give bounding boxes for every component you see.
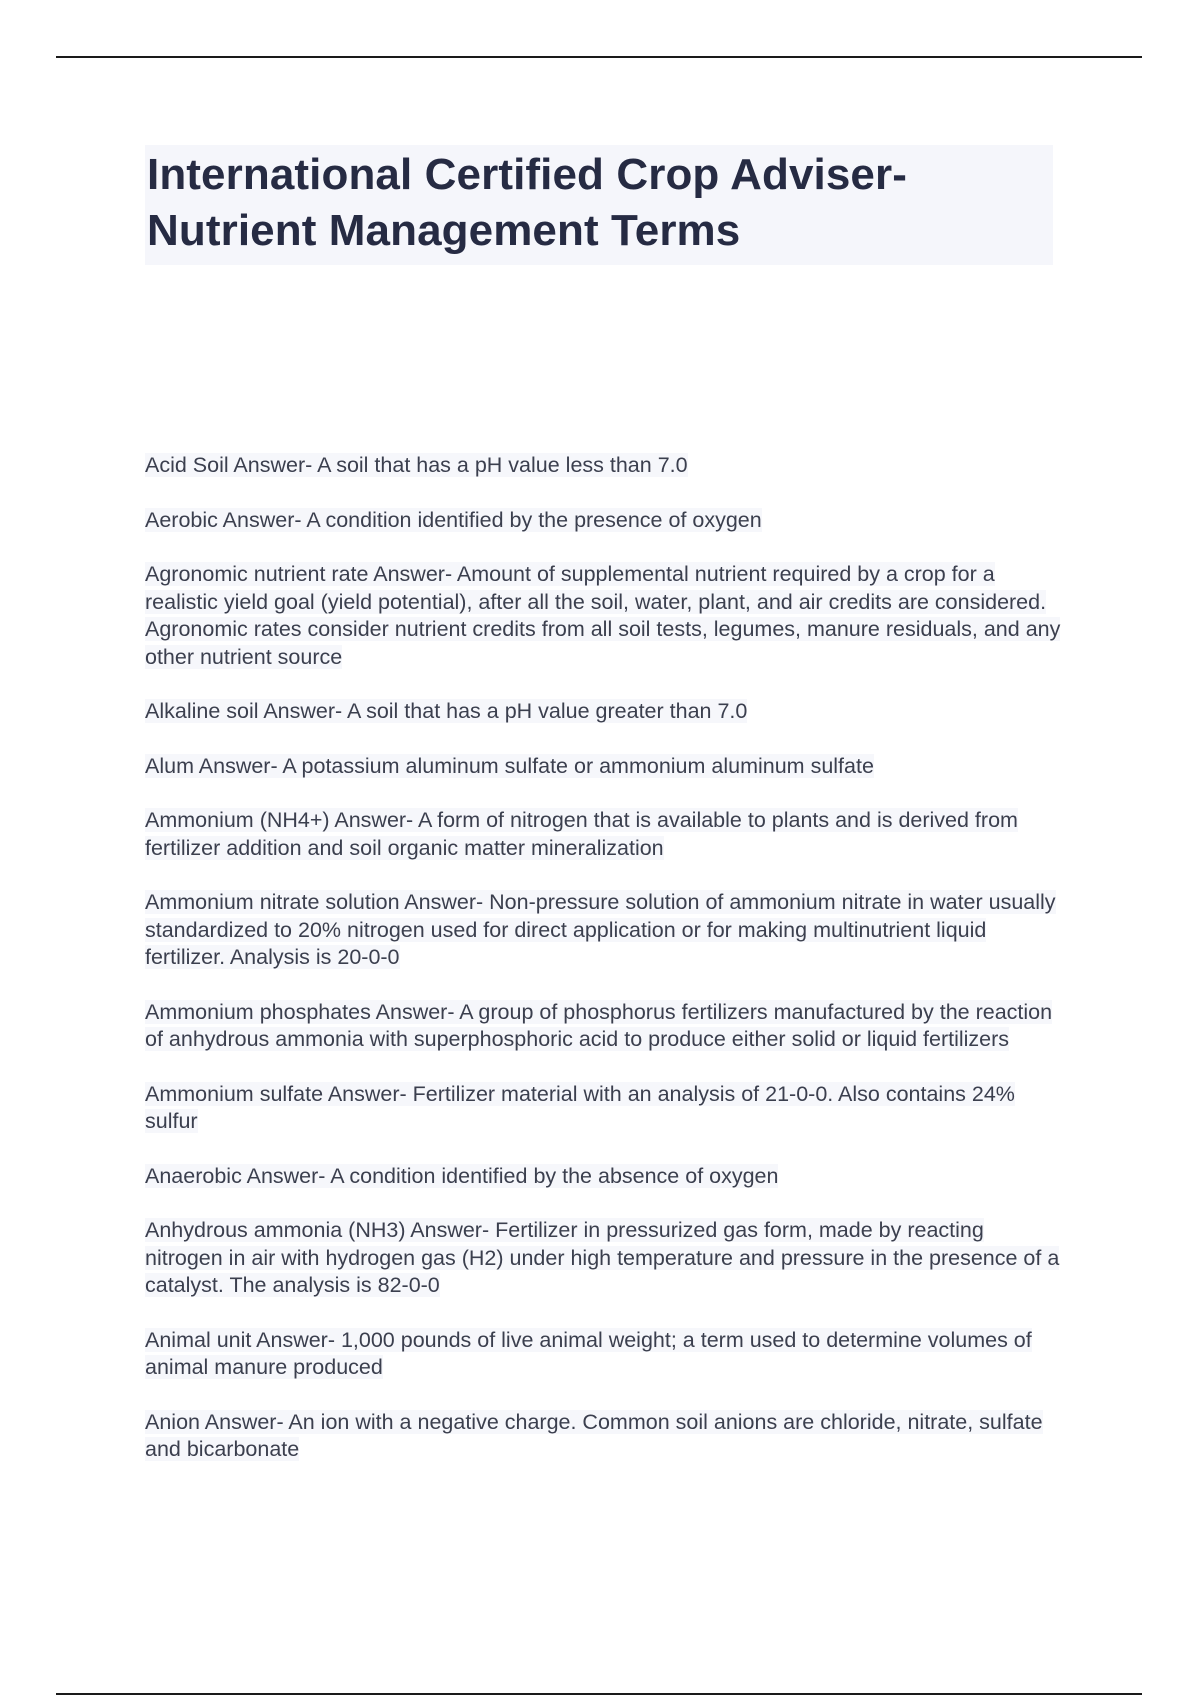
- term-text: Anion Answer- An ion with a negative charge. Common soil anions are chloride, nitrate, sulfate and bicarbonate: [145, 1409, 1043, 1461]
- term-entry: [145, 1081, 1065, 1136]
- terms-list: [145, 452, 1065, 1491]
- term-entry: [145, 698, 1065, 726]
- term-text: Anaerobic Answer- A condition identified by the absence of oxygen: [145, 1163, 779, 1188]
- term-entry: [145, 999, 1065, 1054]
- top-rule: [56, 56, 1142, 58]
- term-text: Aerobic Answer- A condition identified by the presence of oxygen: [145, 507, 762, 532]
- term-text: Acid Soil Answer- A soil that has a pH value less than 7.0: [145, 453, 688, 477]
- term-entry: [145, 807, 1065, 862]
- term-text: Alkaline soil Answer- A soil that has a pH value greater than 7.0: [145, 699, 748, 723]
- term-entry: [145, 1217, 1065, 1300]
- title-block: [145, 145, 1053, 265]
- page-title: International Certified Crop Adviser- Nutrient Management Terms: [147, 150, 907, 255]
- term-entry: [145, 452, 1065, 480]
- term-entry: [145, 889, 1065, 972]
- term-entry: [145, 1327, 1065, 1382]
- term-text: Anhydrous ammonia (NH3) Answer- Fertilizer in pressurized gas form, made by reacting nitrogen in air with hydrogen gas (H2) under high temperature and pressure in the presence of a catalyst. The analysis is 82-0-0: [145, 1218, 1060, 1297]
- term-entry: [145, 507, 1065, 535]
- term-text: Ammonium sulfate Answer- Fertilizer material with an analysis of 21-0-0. Also contains 24% sulfur: [145, 1081, 1015, 1133]
- term-text: Agronomic nutrient rate Answer- Amount of supplemental nutrient required by a crop for a realistic yield goal (yield potential), after all the soil, water, plant, and air credits are considered. Agronomic rates consider nutrient credits from all soil tests, legumes, manure residuals, and any other nutrient source: [145, 562, 1061, 669]
- term-text: Ammonium (NH4+) Answer- A form of nitrogen that is available to plants and is derived from fertilizer addition and soil organic matter mineralization: [145, 808, 1018, 860]
- term-entry: [145, 1163, 1065, 1191]
- term-entry: [145, 753, 1065, 781]
- term-entry: [145, 1409, 1065, 1464]
- term-entry: [145, 561, 1065, 671]
- term-text: Alum Answer- A potassium aluminum sulfate or ammonium aluminum sulfate: [145, 753, 874, 778]
- bottom-rule: [56, 1693, 1142, 1695]
- term-text: Ammonium phosphates Answer- A group of phosphorus fertilizers manufactured by the reaction of anhydrous ammonia with superphosphoric acid to produce either solid or liquid fertilizers: [145, 999, 1053, 1051]
- term-text: Animal unit Answer- 1,000 pounds of live animal weight; a term used to determine volumes of animal manure produced: [145, 1327, 1032, 1379]
- term-text: Ammonium nitrate solution Answer- Non-pressure solution of ammonium nitrate in water usually standardized to 20% nitrogen used for direct application or for making multinutrient liquid fertilizer. Analysis is 20-0-0: [145, 890, 1056, 969]
